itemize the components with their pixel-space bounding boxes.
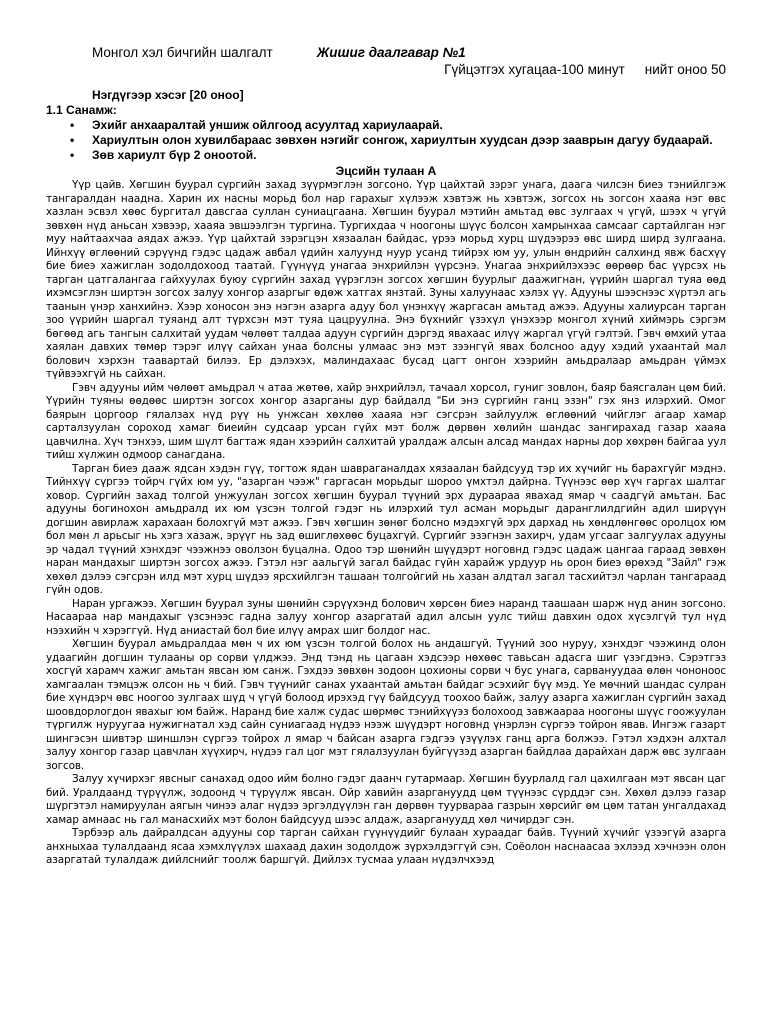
duration-text: Гүйцэтгэх хугацаа-100 минут (444, 62, 625, 77)
essay-paragraph: Үүр цайв. Хөгшин буурал сүргийн захад зүүрмэглэн зогсоно. Үүр цайхтай зэрэг унага, даага чилсэн биеэ тэнийлгэж тангаралдан наадна. Харин их насны морьд бол нар гарахыг хүлээж хэвтэж нь хэвтэж, зогсох нь зогсон хааяа нэг өвс хазлан эсвэл хөөс бургитал давсгаа суллан суниацгаана. Хөгшин буурал мэтийн амьтад өвс зулгаах ч үгүй, шээх ч үгүй зөвхөн нүд аньсан хэвээр, хааяа эвшээлгэн тургина. Тургихдаа ч ноогоны шүүс болсон хамрынхаа самсааг сартайлган нэг муу найтаахчаа аядах ажээ. Үүр цайхтай зэрэгцэн хязаалан байдас, үрээ морьд хурц шүдээрээ өвс ширд ширд зулгаана. Ийнхүү өглөөний сэрүүнд гэдэс цадаж авбал үдийн халуунд нуур усанд тийрэх юм уу, улын өндрийн салхинд явж басхүү бие биеэ хажиглан зодолдохоод таатай. Гүүнүүд унагаа энхрийлэн үүрсэнэ. Унагаа энхрийлэхээс өөрөөр бас үүрсэх нь тарган цатгалангаа гайхуулах буюу сүргийн захад үүрэглэн зогсох хөгшин буурлыг даажигнан, үүрийн шаргал туяа өөд ихэмсэглэн ширтэн зогсох залуу хонгор азаргыг өдөж хатгах янзтай. Зуны халуунаас хэлэх үү. Адууны шээснээс хүртэл агь таанын үнэр ханхийнэ. Хээр хоносон энэ нэгэн азарга адуу бол үнэнхүү жаргасан амьтад ажээ. Адууны халиурсан тарган зоо үүрийн шаргал туяанд алт түрхсэн мэт туяа цацруулна. Энэ бүхнийг үзэхүл үнэхээр монгол хүний хиймэрь сэргэм бөгөөд агь тангын салхитай уудам чөлөөт талдаа адуун сүргийн дэргэд явахаас илүү жаргал үгүй гэлтэй. Гэвч өмхий утаа хаялан давхих төмөр тэрэг илүү сайхан унаа болсны улмаас энэ мэт зээнгүй явах болсноо адуу хэдий ухаантай мал болович хэрхэн таавартай билээ. Ер дэлэхэх, малиндахаас бусад цагт онгон хээрийн амьдралаар амьдран үймэх түйвээхгүй нь сайхан. (46, 179, 726, 380)
essay-title: Эцсийн тулаан А (335, 164, 437, 178)
exam-page (46, 44, 726, 868)
notes-title: 1.1 Санамж: (46, 103, 117, 117)
instruction-item: • Зөв хариулт бүр 2 оноотой. (92, 148, 726, 163)
total-score-text: нийт оноо 50 (644, 62, 726, 77)
essay-paragraph: Гэвч адууны ийм чөлөөт амьдрал ч атаа жөтөө, хайр энхрийлэл, тачаал хорсол, гуниг зовлон, баяр баясгалан цөм бий. Үүрийн туяны өөдөөс ширтэн зогсох хонгор азарганы дур байдалд "Би энэ сүргийн ганц эзэн" гэх янз илэрхий. Омог баярын цоргоор гялалзах нүд рүү нь унжсан хөхлөө хааяа нэг сэгсрэн зайлуулж өглөөний чийглэг агаар хамар сарталзуулан сороход хамаг биеийн судсаар урсан гүйх мэт болж дөрвөн хөлийн шандас зангирахад газар хааяа цавчилна. Хүч тэнхээ, шим шүлт багтаж ядан хээрийн салхитай уралдаж алсын алсад мандах нарны дор хөхрөн байгаа уул тийш хүлжин одмоор санагдана. (46, 381, 726, 461)
essay-paragraph: Наран ургажээ. Хөгшин буурал зуны шөнийн сэрүүхэнд болович хөрсөн биеэ наранд таашаан шарж нүд анин зогсоно. Насаараа нар мандахыг үзсэнээс гадна залуу хонгор азаргатай адил алсын уулс тийш давхин одох хүсэлгүй тул нүд нээхийн ч хэрэггүй. Нүд аниастай бол бие илүү амрах шиг болдог нас. (46, 597, 726, 637)
instruction-item: • Хариултын олон хувилбараас зөвхөн нэгийг сонгож, хариултын хуудсан дээр зааврын дагуу будаарай. (92, 133, 726, 148)
exam-subject: Монгол хэл бичгийн шалгалт (92, 45, 273, 60)
essay-paragraph: Тарган биеэ дааж ядсан хэдэн гүү, тогтож ядан шавраганалдах хязаалан байдсууд тэр их хүчийг нь барахгүйг мэднэ. Тийнхүү сүргээ тойрч гүйх юм уу, "азарган чээж" гаргасан морьдыг шороо үмхтэл дайрна. Түүнээс өөр хүч гаргах шалтаг ховор. Сүргийн захад толгой унжуулан зогсох хөгшин буурал түүний эрх дураараа явахад ямар ч саадгүй амьтан. Бас адууны богинохон амьдралд их юм үзсэн толгой гэдэг нь илэрхий тул асман морьдыг даранглилдгийн адил ширүүн догшин авирлаж харахаан болохгүй мэт ажээ. Гэвч хөгшин зөнөг болсно мэдэхгүй эрх дархад нь хөндлөнгөөс оролцох юм бол мөн л арьсыг нь хэгз хазаж, эрүүг нь зад өшиглөхөөс буцахгүй. Сүргийг эзэгнэн захирч, удам угсааг залгуулах адууны эр чадал түүний хэнхдэг чээжнээ оволзон буцална. Одоо тэр шөнийн шүүдэрт ноговнд гэдэс цадаж цангаа гараад зөвхөн наран мандахыг ширтэн зогсох ажээ. Гэтэл нэг аальгүй загал байдас гүйн харайж урдуур нь орон биеэ өрөхэд "Зайл" гэж хөхөл дэлээ сэгсрэн илд мэт хурц шүдээ ярсхийлгэн ташаан толгойгий нь хазан алдтал загал тасхийтэл чарлан тангараад гүйн одов. (46, 462, 726, 596)
header-line (46, 44, 726, 61)
section-heading: Нэгдүгээр хэсэг [20 оноо] (92, 88, 244, 102)
essay-paragraph: Хөгшин буурал амьдралдаа мөн ч их юм үзсэн толгой болох нь андашгүй. Түүний зоо нуруу, хэнхдэг чээжинд олон удаагийн догшин тулааны ор сорви үлджээ. Энд тэнд нь цагаан хэдсээр нөхөөс тавьсан адасга шиг үзэгдэнэ. Сэрэтгэз хосгүй харамч хажиг амьтан явсан юм санж. Гэхдээ зөвхөн зодоон цохионы сорви ч бус унага, сарвануудаа өлөн чононоос хамгаалан тэмцэж олсон нь ч бий. Гэвч түүнийг санах ухаантай амьтан байдаг эсэхийг бүү мэд. Үе мөчний шандас сулран бие хүндэрч өвс ноогоо зулгаах шүд ч үгүй болоод ирэхэд гүү байдсууд тоохоо байж, залуу азарга хажиглан сүргийн захад шоовдорлогдон явахыг юм байж. Наранд бие халж судас шөрмөс тэнийхүүэз болохоод завжаараа ноогоны шүүс гоожуулан түргилж нуруугаа нужигнатал хэд сайн суниагаад нүдээ нээж шүүдэрт ноговнд үнэрлэн сүргээ тойрон явав. Ингэж газарт шингэсэн шивтэр шиншлэн сүргээ тойрох л ямар ч байсан азарга гэдгээ үзүүлэх ганц арга болжээ. Гэтэл хэдхэн алхтал залуу хонгор газар цавчлан хүүхирч, нүдээ гал цог мэт гялалзуулан буйгүүзэд азарган байдлаа дарайхан дарж өвс зулгаан зогсов. (46, 638, 726, 772)
essay-paragraph: Тэрбээр аль дайралдсан адууны сор тарган сайхан гүүнүүдийг булаан хураадаг байв. Түүний хүчийг үзээгүй азарга анхныхаа тулалдаанд ясаа хэмхлүүлэх шахаад дахин зодолдож зүрхэлдэггүй сэн. Соёолон наснаасаа эхлээд хэчнээн олон азаргатай тулалдаж дийлснийг тоолж баршгүй. Дийлэх тусмаа улаан нүдэлчхээд (46, 827, 726, 866)
task-number: Жишиг даалгавар №1 (316, 45, 466, 60)
essay-body (46, 179, 726, 868)
header-meta (46, 61, 726, 78)
instruction-item: • Эхийг анхааралтай уншиж ойлгоод асуултад хариулаарай. (92, 118, 726, 133)
instruction-list (46, 118, 726, 163)
essay-paragraph: Залуу хүчирхэг явсныг санахад одоо ийм болно гэдэг даанч гутармаар. Хөгшин буурлалд гал цахилгаан мэт явсан цаг бий. Уралдаанд түрүүлж, зодоонд ч түрүүлж явсан. Ойр хавийн азаргануудд цөм түүнээс сүрддэг сэн. Хөхөл дэлээ газар шүргэтэл намируулан аягын чинээ алаг нүдээ эргэлдүүлэн ган дөрвөн туурвараа газрын хөрсийг өм цөм татан унгалдахад хамар амнаас нь гал манасхийх мэт болон байдсууд шээс алдаж, азаргануудд хөл чичирдэг сэн. (46, 773, 726, 826)
